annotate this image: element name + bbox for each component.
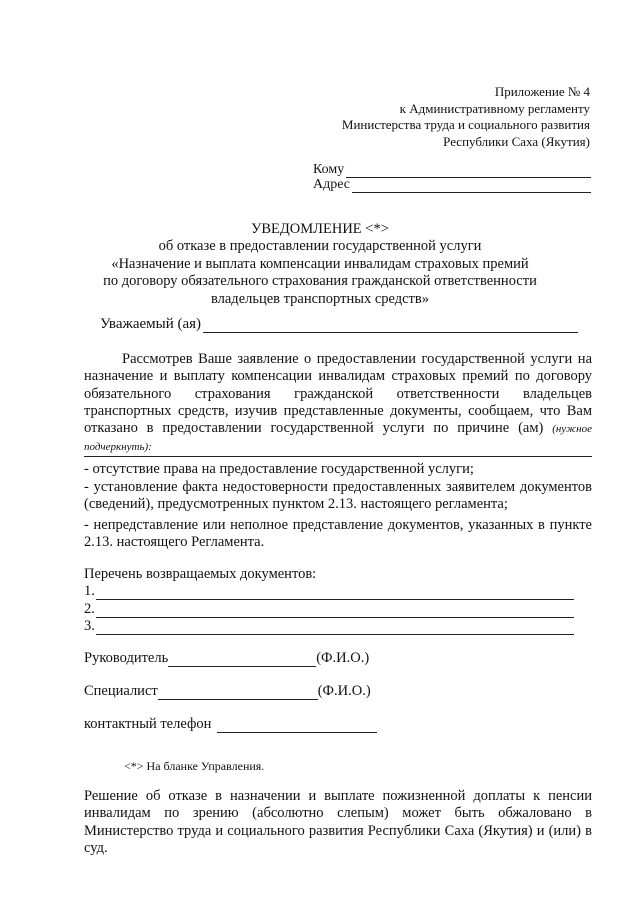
returned-doc-number: 1. (84, 583, 95, 599)
phone-line (217, 720, 377, 733)
reason-item: - отсутствие права на предоставление государственной услуги; (84, 461, 474, 477)
head-fio: (Ф.И.О.) (316, 650, 370, 666)
addressee-address-label: Адрес (313, 177, 351, 192)
head-signature-row (84, 650, 369, 667)
phone-label: контактный телефон (84, 716, 212, 732)
greeting-line (203, 320, 578, 333)
divider-line (84, 456, 592, 457)
phone-row (84, 716, 377, 733)
returned-doc-row (84, 601, 574, 618)
notice-title-line-4: владельцев транспортных средств» (210, 290, 429, 307)
body-text: Рассмотрев Ваше заявление о предоставлении государственной услуги на назначение и выплату компенсации инвалидам страховых премий по договору обязательного страхования гражданской ответственности владельцев транспортных средств, изучив представленные документы, сообщаем, что Вам отказано в предоставлении государственной услуги по причине (ам) (84, 351, 592, 437)
notice-heading: УВЕДОМЛЕНИЕ <*> (251, 221, 389, 237)
greeting-row (100, 315, 578, 333)
body-hint: (нужное подчеркнуть): (84, 423, 592, 454)
addressee-address-row (313, 177, 591, 193)
returned-docs-title: Перечень возвращаемых документов: (84, 566, 317, 582)
head-signature-line (168, 654, 316, 667)
returned-doc-row (84, 618, 574, 635)
specialist-signature-line (158, 687, 318, 700)
notice-title (60, 221, 580, 308)
head-label: Руководитель (84, 650, 169, 666)
notice-title-line-2: «Назначение и выплата компенсации инвалидам страховых премий (111, 255, 529, 272)
addressee-to-row (313, 162, 591, 178)
greeting-label: Уважаемый (ая) (100, 316, 202, 332)
returned-doc-line (96, 605, 574, 618)
notice-title-line-1: об отказе в предоставлении государственной услуги (158, 238, 482, 255)
appendix-header (342, 84, 590, 150)
reason-item: - непредставление или неполное представление документов, указанных в пункте 2.13. настоящего Регламента. (84, 517, 592, 551)
returned-doc-line (96, 587, 574, 600)
specialist-fio: (Ф.И.О.) (317, 683, 371, 699)
reason-item: - установление факта недостоверности предоставленных заявителем документов (сведений), предусмотренных пунктом 2.13. настоящего регламента; (84, 479, 592, 513)
returned-doc-number: 3. (84, 618, 95, 634)
addressee-to-label: Кому (313, 162, 345, 177)
appendix-line-4: Республики Саха (Якутия) (443, 133, 590, 149)
addressee-address-line (352, 181, 591, 193)
footnote: <*> На бланке Управления. (124, 759, 265, 773)
returned-doc-number: 2. (84, 601, 95, 617)
appendix-line-1: Приложение № 4 (494, 84, 590, 99)
appeal-paragraph: Решение об отказе в назначении и выплате пожизненной доплаты к пенсии инвалидам по зрению (абсолютно слепым) может быть обжаловано в Министерство труда и социального развития Республики Саха (Якутия) и (или) в суд. (84, 788, 592, 856)
notice-title-line-3: по договору обязательного страхования гражданской ответственности (103, 273, 537, 290)
body-paragraph (84, 351, 592, 457)
returned-doc-row (84, 583, 574, 600)
returned-doc-line (96, 622, 574, 635)
appendix-line-3: Министерства труда и социального развития (341, 117, 590, 132)
specialist-signature-row (84, 683, 371, 700)
specialist-label: Специалист (84, 683, 158, 699)
appendix-line-2: к Административному регламенту (399, 100, 590, 116)
